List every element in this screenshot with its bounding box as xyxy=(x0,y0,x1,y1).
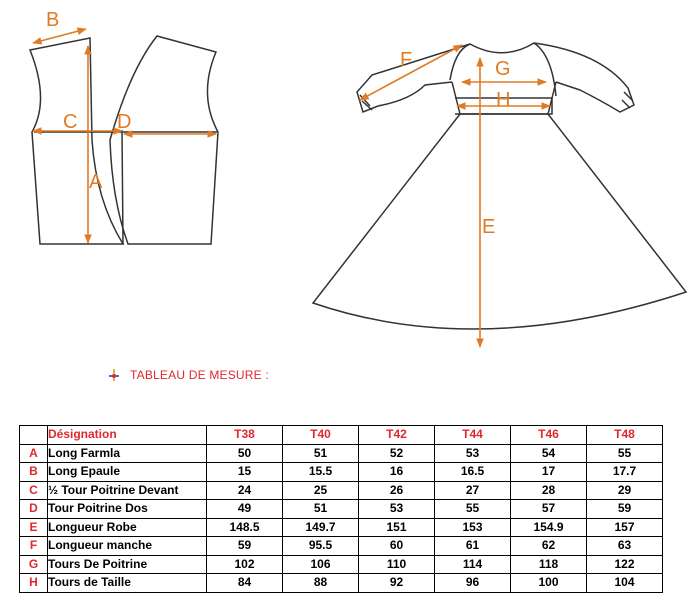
row-designation: Long Farmla xyxy=(48,444,207,463)
row-designation: Tours De Poitrine xyxy=(48,555,207,574)
row-key: F xyxy=(20,537,48,556)
row-key: C xyxy=(20,481,48,500)
row-value: 27 xyxy=(435,481,511,500)
table-caption xyxy=(108,366,269,384)
row-value: 84 xyxy=(207,574,283,593)
row-designation: Longueur Robe xyxy=(48,518,207,537)
caption-text: TABLEAU DE MESURE : xyxy=(130,368,269,382)
row-value: 26 xyxy=(359,481,435,500)
dress-arrows xyxy=(360,45,550,347)
row-value: 122 xyxy=(587,555,663,574)
row-value: 16 xyxy=(359,463,435,482)
row-value: 102 xyxy=(207,555,283,574)
row-key: A xyxy=(20,444,48,463)
row-designation: Longueur manche xyxy=(48,537,207,556)
row-value: 49 xyxy=(207,500,283,519)
row-value: 92 xyxy=(359,574,435,593)
label-c: C xyxy=(63,111,78,133)
row-value: 62 xyxy=(511,537,587,556)
label-b: B xyxy=(46,9,60,31)
row-designation: Long Epaule xyxy=(48,463,207,482)
row-value: 104 xyxy=(587,574,663,593)
row-value: 15 xyxy=(207,463,283,482)
row-value: 53 xyxy=(435,444,511,463)
row-value: 157 xyxy=(587,518,663,537)
header-key-cell xyxy=(20,426,48,445)
row-value: 106 xyxy=(283,555,359,574)
row-value: 153 xyxy=(435,518,511,537)
row-value: 55 xyxy=(435,500,511,519)
row-value: 16.5 xyxy=(435,463,511,482)
row-value: 29 xyxy=(587,481,663,500)
row-value: 59 xyxy=(587,500,663,519)
row-value: 154.9 xyxy=(511,518,587,537)
table-row xyxy=(20,518,663,537)
label-h: H xyxy=(496,89,511,111)
header-size: T48 xyxy=(587,426,663,445)
header-size: T40 xyxy=(283,426,359,445)
vest-outline xyxy=(30,36,218,244)
row-designation: Tours de Taille xyxy=(48,574,207,593)
row-value: 53 xyxy=(359,500,435,519)
table-row xyxy=(20,500,663,519)
vest-arrows xyxy=(33,29,216,243)
row-key: D xyxy=(20,500,48,519)
dress-outline xyxy=(313,43,686,329)
row-value: 95.5 xyxy=(283,537,359,556)
table-row xyxy=(20,463,663,482)
row-value: 63 xyxy=(587,537,663,556)
row-value: 96 xyxy=(435,574,511,593)
row-value: 114 xyxy=(435,555,511,574)
row-value: 54 xyxy=(511,444,587,463)
row-value: 110 xyxy=(359,555,435,574)
pin-icon xyxy=(108,368,120,382)
header-size: T46 xyxy=(511,426,587,445)
table-row xyxy=(20,537,663,556)
row-value: 61 xyxy=(435,537,511,556)
row-key: B xyxy=(20,463,48,482)
row-key: E xyxy=(20,518,48,537)
row-designation: ½ Tour Poitrine Devant xyxy=(48,481,207,500)
row-value: 100 xyxy=(511,574,587,593)
row-value: 15.5 xyxy=(283,463,359,482)
label-a: A xyxy=(89,171,103,193)
row-value: 118 xyxy=(511,555,587,574)
row-value: 148.5 xyxy=(207,518,283,537)
row-value: 57 xyxy=(511,500,587,519)
row-value: 60 xyxy=(359,537,435,556)
row-value: 28 xyxy=(511,481,587,500)
table-header-row xyxy=(20,426,663,445)
row-value: 151 xyxy=(359,518,435,537)
table-row xyxy=(20,574,663,593)
row-value: 149.7 xyxy=(283,518,359,537)
header-size: T44 xyxy=(435,426,511,445)
row-value: 51 xyxy=(283,500,359,519)
label-d: D xyxy=(117,111,132,133)
row-value: 51 xyxy=(283,444,359,463)
row-value: 52 xyxy=(359,444,435,463)
row-value: 25 xyxy=(283,481,359,500)
row-value: 17 xyxy=(511,463,587,482)
row-value: 50 xyxy=(207,444,283,463)
table-row xyxy=(20,555,663,574)
row-value: 59 xyxy=(207,537,283,556)
row-key: H xyxy=(20,574,48,593)
header-size: T42 xyxy=(359,426,435,445)
label-e: E xyxy=(482,216,496,238)
header-designation: Désignation xyxy=(48,426,207,445)
row-value: 55 xyxy=(587,444,663,463)
row-designation: Tour Poitrine Dos xyxy=(48,500,207,519)
header-size: T38 xyxy=(207,426,283,445)
table-row xyxy=(20,481,663,500)
measurement-table xyxy=(19,425,663,593)
row-value: 24 xyxy=(207,481,283,500)
row-key: G xyxy=(20,555,48,574)
row-value: 17.7 xyxy=(587,463,663,482)
table-row xyxy=(20,444,663,463)
label-f: F xyxy=(400,49,413,71)
label-g: G xyxy=(495,58,511,80)
row-value: 88 xyxy=(283,574,359,593)
